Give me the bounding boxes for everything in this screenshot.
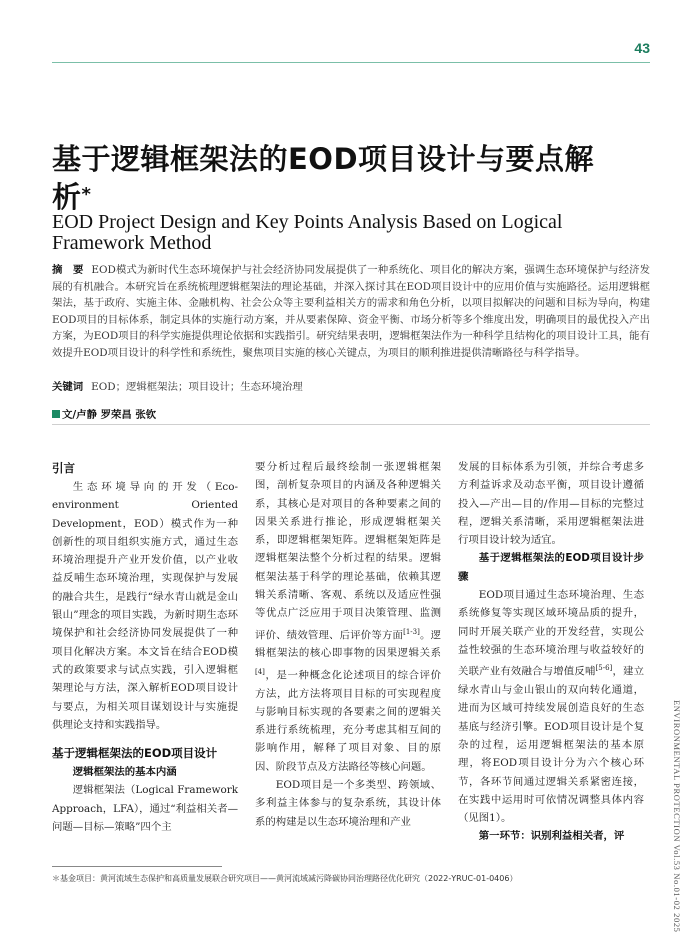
abstract-label: 摘 要 <box>52 264 84 276</box>
title-chinese-text: 基于逻辑框架法的EOD项目设计与要点解析 <box>52 142 595 214</box>
footnote-rule <box>52 866 222 867</box>
keywords-text: EOD；逻辑框架法；项目设计；生态环境治理 <box>91 381 303 393</box>
col3-text-a: EOD项目通过生态环境治理、生态系统修复等实现区域环境品质的提升，同时开展关联产业的开发经营，实现公益性较强的生态环境治理与收益较好的关联产业有效融合与增值反哺 <box>458 589 644 678</box>
column-2 <box>255 458 441 831</box>
keywords-label: 关键词 <box>52 381 84 393</box>
authors-text: 文/卢静 罗荣昌 张钦 <box>62 409 157 421</box>
heading-section-1: 基于逻辑框架法的EOD项目设计 <box>52 746 218 761</box>
title-english: EOD Project Design and Key Points Analysis Based on Logical Framework Method <box>52 211 563 254</box>
header-rule <box>52 62 650 63</box>
col3-text-b: ，建立绿水青山与金山银山的双向转化通道，进而为区域可持续发展创造良好的生态基底与经济引擎。EOD项目设计是个复杂的过程，运用逻辑框架法的基本原理，将EOD项目设计分为六个核心环节，各环节间通过逻辑关系紧密连接，在实践中运用时可依情况调整具体内容（见图1）。 <box>458 665 645 825</box>
abstract-text: EOD模式为新时代生态环境保护与社会经济协同发展提供了一种系统化、项目化的解决方案，强调生态环境保护与经济发展的有机融合。本研究旨在系统梳理逻辑框架法的理论基础，并深入探讨其在EOD项目设计中的应用价值与实施路径。运用逻辑框架法，基于政府、实施主体、金融机构、社会公众等主要利益相关方的需求和角色分析，以项目拟解决的问题和目标为导向，构建EOD项目的目标体系，制定具体的实施行动方案，并从要素保障、资金平衡、市场分析等多个维度出发，明确项目的最优投入产出方案，为EOD项目的科学实施提供理论依据和实践指引。研究结果表明，逻辑框架法作为一种科学且结构化的项目设计工具，能有效提升EOD项目设计的科学性和系统性，聚焦项目实施的核心关键点，为项目的顺利推进提供清晰路径与科学指导。 <box>52 264 650 359</box>
section-divider <box>52 424 650 425</box>
column-3 <box>458 458 644 846</box>
column-2-paragraph-2: EOD项目是一个多类型、跨领域、多利益主体参与的复杂系统，其设计体系的构建是以生态环境治理和产业 <box>255 778 441 828</box>
heading-introduction: 引言 <box>52 461 75 475</box>
title-footnote-mark: * <box>81 184 92 205</box>
column-3-paragraph-2 <box>458 586 644 827</box>
column-2-paragraph-1 <box>255 458 441 776</box>
page-number: 43 <box>634 40 650 56</box>
citation-5-6: [5-6] <box>595 664 613 673</box>
column-1 <box>52 458 238 836</box>
author-marker-icon <box>52 410 60 418</box>
citation-4: [4] <box>255 667 265 676</box>
col2-text-b: 。逻辑框架法的核心即事物的因果逻辑关系 <box>255 629 442 660</box>
lfa-paragraph: 逻辑框架法（Logical Framework Approach，LFA），通过“利益相关者—问题—目标—策略”四个主 <box>52 784 238 834</box>
subheading-step-1: 第一环节：识别利益相关者，评 <box>478 830 625 843</box>
subheading-design-steps: 基于逻辑框架法的EOD项目设计步骤 <box>458 552 644 583</box>
intro-paragraph: 生态环境导向的开发（Eco-environment Oriented Development，EOD）模式作为一种创新性的项目组织实施方式，通过生态环境治理提升产业开发价值，以产业收益反哺生态环境治理，实现保护与发展的融合共生，是践行“绿水青山就是金山银山”理念的项目实践，为新时期生态环境保护和社会经济协同发展提供了一种项目化解决方案。本文旨在结合EOD模式的政策要求与试点实践，引入逻辑框架理论与方法，深入解析EOD项目设计与要点，为相关项目谋划设计与实施提供理论支持和实践指导。 <box>52 481 238 731</box>
keywords <box>52 378 650 393</box>
abstract <box>52 262 650 362</box>
col2-text-a: 要分析过程后最终绘制一张逻辑框架图，剖析复杂项目的内涵及各种逻辑关系，其核心是对项目的各种要素之间的因果关系进行推论，形成逻辑框架关系，即逻辑框架矩阵。逻辑框架矩阵是逻辑框架法整个分析过程的结果。逻辑框架法基于科学的理论基础，依赖其逻辑关系清晰、客观、系统以及适应性强等优点广泛应用于项目决策管理、监测评价、绩效管理、后评价等方面 <box>255 461 441 642</box>
footnote: ＊基金项目：黄河流域生态保护和高质量发展联合研究项目——黄河流域减污降碳协同治理路径优化研究（2022-YRUC-01-0406） <box>52 874 518 883</box>
col2-text-c: ，是一种概念化论述项目的综合评价方法，此方法将项目目标的可实现程度与影响目标实现的各要素之间的逻辑关系进行系统梳理，充分考虑其相互间的影响作用，解释了项目对象、目的原因、阶段节点及方法路径等核心问题。 <box>255 669 441 773</box>
subheading-lfa-meaning: 逻辑框架法的基本内涵 <box>72 766 177 779</box>
column-3-paragraph-1: 发展的目标体系为引领，并综合考虑多方利益诉求及动态平衡，项目设计遵循投入—产出—目的/作用—目标的完整过程，逻辑关系清晰，采用逻辑框架法进行项目设计较为适宜。 <box>458 461 644 547</box>
citation-1-3: [1-3] <box>403 627 420 636</box>
authors <box>52 406 156 421</box>
journal-side-label: ENVIRONMENTAL PROTECTION Vol.53 No.01-02 2025 <box>672 700 682 933</box>
title-chinese <box>52 140 612 216</box>
